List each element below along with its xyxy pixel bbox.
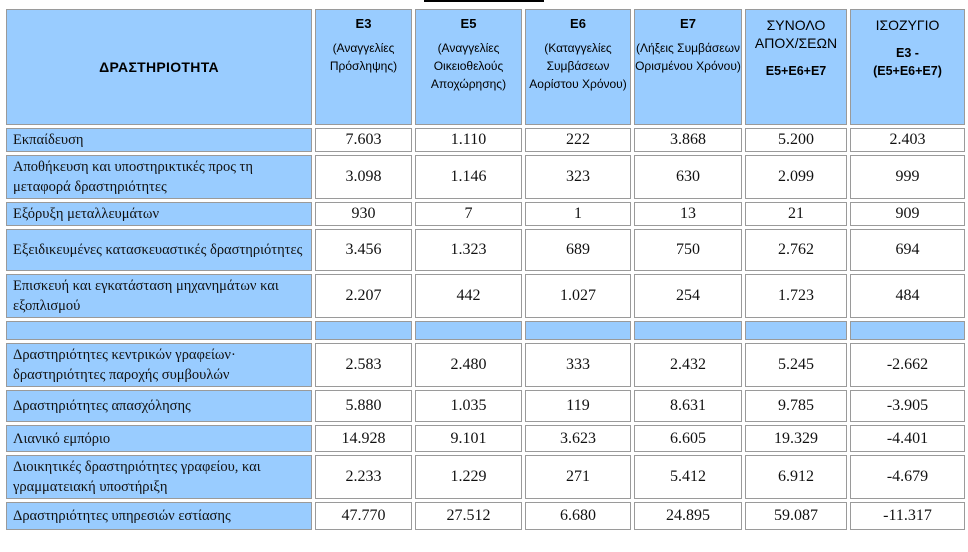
cell-e6: 1.027 [525,274,631,318]
cell-e5: 1.035 [415,390,522,422]
cell-e3: 14.928 [315,425,412,452]
cell-e7: 6.605 [634,425,742,452]
cell-balance: -11.317 [850,502,965,530]
cell-e7: 254 [634,274,742,318]
spacer-cell [634,321,742,340]
cell-e5: 1.229 [415,455,522,499]
spacer-row [6,321,965,340]
header-activity: ΔΡΑΣΤΗΡΙΟΤΗΤΑ [6,9,312,125]
row-label: Δραστηριότητες κεντρικών γραφείων· δραστηριότητες παροχής συμβουλών [6,343,312,387]
table-row [6,425,965,452]
row-label: Εξόρυξη μεταλλευμάτων [6,202,312,226]
cell-balance: 909 [850,202,965,226]
cell-e3: 3.456 [315,229,412,271]
cell-e7: 5.412 [634,455,742,499]
cell-e5: 1.146 [415,155,522,199]
header-e5-code: Ε5 [460,16,477,31]
header-total-separations [745,9,847,125]
spacer-cell [745,321,847,340]
spacer-cell [850,321,965,340]
row-label: Εκπαίδευση [6,128,312,152]
header-e7 [634,9,742,125]
row-label: Εξειδικευμένες κατασκευαστικές δραστηριότητες [6,229,312,271]
cell-e7: 13 [634,202,742,226]
cell-sum: 2.762 [745,229,847,271]
table-row [6,229,965,271]
cell-e7: 2.432 [634,343,742,387]
cell-balance: 999 [850,155,965,199]
cell-e5: 1.110 [415,128,522,152]
cell-e7: 24.895 [634,502,742,530]
row-label: Διοικητικές δραστηριότητες γραφείου, και γραμματειακή υποστήριξη [6,455,312,499]
cell-sum: 2.099 [745,155,847,199]
cell-e5: 9.101 [415,425,522,452]
header-e5 [415,9,522,125]
cell-balance: -2.662 [850,343,965,387]
cell-balance: 2.403 [850,128,965,152]
cell-e3: 7.603 [315,128,412,152]
cell-balance: 484 [850,274,965,318]
table-row [6,155,965,199]
cell-e3: 2.583 [315,343,412,387]
header-sum-formula: Ε5+Ε6+Ε7 [765,64,827,78]
cell-e3: 3.098 [315,155,412,199]
cell-balance: -4.401 [850,425,965,452]
cell-e6: 119 [525,390,631,422]
activity-balance-table [3,6,968,533]
table-row [6,390,965,422]
cell-e7: 750 [634,229,742,271]
row-label: Επισκευή και εγκατάσταση μηχανημάτων και εξοπλισμού [6,274,312,318]
cell-sum: 21 [745,202,847,226]
cell-e3: 930 [315,202,412,226]
cell-e3: 5.880 [315,390,412,422]
cell-sum: 5.200 [745,128,847,152]
cell-e5: 7 [415,202,522,226]
cell-sum: 1.723 [745,274,847,318]
header-e7-desc: (Λήξεις Συμβάσεων Ορισμένου Χρόνου) [635,41,741,73]
header-sum-title: ΣΥΝΟΛΟ ΑΠΟΧ/ΣΕΩΝ [754,17,838,51]
header-balance [850,9,965,125]
spacer-cell [6,321,312,340]
table-row [6,502,965,530]
row-label: Λιανικό εμπόριο [6,425,312,452]
cell-e6: 3.623 [525,425,631,452]
cell-e5: 2.480 [415,343,522,387]
header-bal-formula-2: (Ε5+Ε6+Ε7) [873,64,942,78]
table-row [6,343,965,387]
header-bal-formula-1: Ε3 - [896,46,919,60]
header-e6-desc: (Καταγγελίες Συμβάσεων Αορίστου Χρόνου) [529,41,627,91]
cell-e3: 47.770 [315,502,412,530]
table-row [6,128,965,152]
header-e6 [525,9,631,125]
cell-e5: 442 [415,274,522,318]
cell-sum: 19.329 [745,425,847,452]
header-e6-code: Ε6 [570,16,586,31]
cell-balance: -3.905 [850,390,965,422]
table-row [6,274,965,318]
table-row [6,455,965,499]
cell-e6: 222 [525,128,631,152]
cell-sum: 9.785 [745,390,847,422]
cell-balance: -4.679 [850,455,965,499]
cell-e6: 6.680 [525,502,631,530]
cell-e7: 3.868 [634,128,742,152]
cell-e5: 1.323 [415,229,522,271]
cell-e6: 323 [525,155,631,199]
header-e7-code: Ε7 [680,16,696,31]
cell-e3: 2.233 [315,455,412,499]
header-e3 [315,9,412,125]
header-e5-desc: (Αναγγελίες Οικειοθελούς Αποχώρησης) [430,41,507,91]
row-label: Αποθήκευση και υποστηρικτικές προς τη μεταφορά δραστηριότητες [6,155,312,199]
cell-balance: 694 [850,229,965,271]
cell-sum: 59.087 [745,502,847,530]
row-label: Δραστηριότητες απασχόλησης [6,390,312,422]
spacer-cell [525,321,631,340]
header-e3-desc: (Αναγγελίες Πρόσληψης) [329,41,398,73]
cell-e6: 689 [525,229,631,271]
cell-e3: 2.207 [315,274,412,318]
cell-sum: 5.245 [745,343,847,387]
row-label: Δραστηριότητες υπηρεσιών εστίασης [6,502,312,530]
cell-e6: 271 [525,455,631,499]
header-row [6,9,965,125]
cell-sum: 6.912 [745,455,847,499]
header-e3-code: Ε3 [355,16,372,31]
cell-e7: 8.631 [634,390,742,422]
table-row [6,202,965,226]
cell-e7: 630 [634,155,742,199]
spacer-cell [415,321,522,340]
cell-e5: 27.512 [415,502,522,530]
cell-e6: 333 [525,343,631,387]
header-bal-title: ΙΣΟΖΥΓΙΟ [875,17,940,33]
cell-e6: 1 [525,202,631,226]
spacer-cell [315,321,412,340]
top-rule [424,0,544,2]
